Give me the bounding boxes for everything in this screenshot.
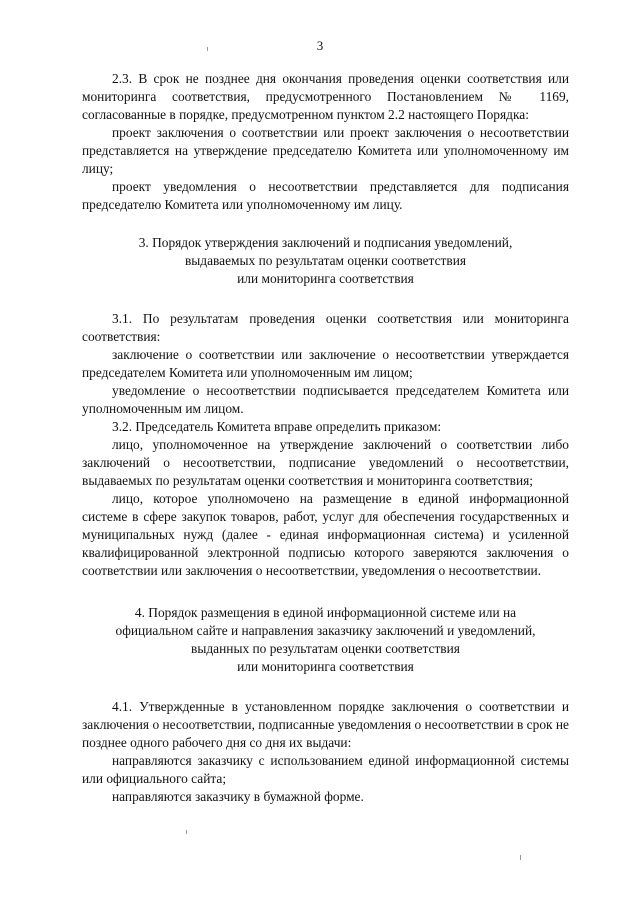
section-gap [82, 288, 569, 310]
paragraph-2-3-conclusion-draft: проект заключения о соответствии или проект заключения о несоответствии представляется на утверждение председателю Комитета или уполномоченному им лицу; [82, 125, 569, 176]
section-4-heading-line: 4. Порядок размещения в единой информационной системе или на [134, 605, 517, 620]
scan-speck [207, 47, 208, 51]
paragraph-4-1-intro: 4.1. Утвержденные в установленном порядке заключения о соответствии и заключения о несоответствии, подписанные уведомления о несоответствии в срок не позднее одного рабочего дня со дня их выдачи: [82, 699, 569, 750]
section-gap [82, 676, 569, 698]
paragraph-3-1-conclusion: заключение о соответствии или заключение о несоответствии утверждается председателем Комитета или уполномоченным им лицом; [82, 347, 569, 380]
paragraph-2-3-notice-draft: проект уведомления о несоответствии представляется для подписания председателю Комитета или уполномоченному им лицу. [82, 179, 569, 212]
scan-speck [186, 830, 187, 834]
paragraph-4-1-electronic: направляются заказчику с использованием единой информационной системы или официального сайта; [82, 753, 569, 786]
paragraph-4-1-paper: направляются заказчику в бумажной форме. [112, 789, 364, 804]
section-4-heading [82, 604, 569, 676]
section-3-heading [82, 234, 569, 288]
section-gap [82, 214, 569, 234]
paragraph-3-1-notice: уведомление о несоответствии подписывается председателем Комитета или уполномоченным им лицом. [82, 383, 569, 416]
document-body [82, 70, 569, 806]
section-4-heading-line: или мониторинга соответствия [237, 659, 414, 674]
paragraph-3-1-intro: 3.1. По результатам проведения оценки соответствия или мониторинга соответствия: [82, 311, 569, 344]
page-number: 3 [316, 38, 324, 53]
section-4-heading-line: выданных по результатам оценки соответствия [191, 641, 460, 656]
paragraph-3-2-publisher: лицо, которое уполномочено на размещение в единой информационной системе в сфере закупок товаров, работ, услуг для обеспечения государственных и муниципальных нужд (далее - единая информационная система) и усиленной квалифицированной электронной подписью которого заверяются заключения о соответствии или заключения о несоответствии, уведомления о несоответствии. [82, 491, 569, 578]
paragraph-3-2-approver: лицо, уполномоченное на утверждение заключений о соответствии либо заключений о несоответствии, подписание уведомлений о несоответствии, выдаваемых по результатам оценки соответствия и мониторинга соответствия; [82, 437, 569, 488]
paragraph-2-3-intro: 2.3. В срок не позднее дня окончания проведения оценки соответствия или мониторинга соответствия, предусмотренного Постановлением № 1169, согласованные в порядке, предусмотренном пунктом 2.2 настоящего Порядка: [82, 71, 569, 122]
section-3-heading-line: выдаваемых по результатам оценки соответствия [184, 253, 467, 268]
scan-speck [520, 855, 521, 860]
section-4-heading-line: официальном сайте и направления заказчику заключений и уведомлений, [115, 623, 536, 638]
section-gap [82, 580, 569, 604]
section-3-heading-line: 3. Порядок утверждения заключений и подписания уведомлений, [138, 235, 513, 250]
section-3-heading-line: или мониторинга соответствия [237, 271, 414, 286]
paragraph-3-2-intro: 3.2. Председатель Комитета вправе определить приказом: [112, 419, 442, 434]
